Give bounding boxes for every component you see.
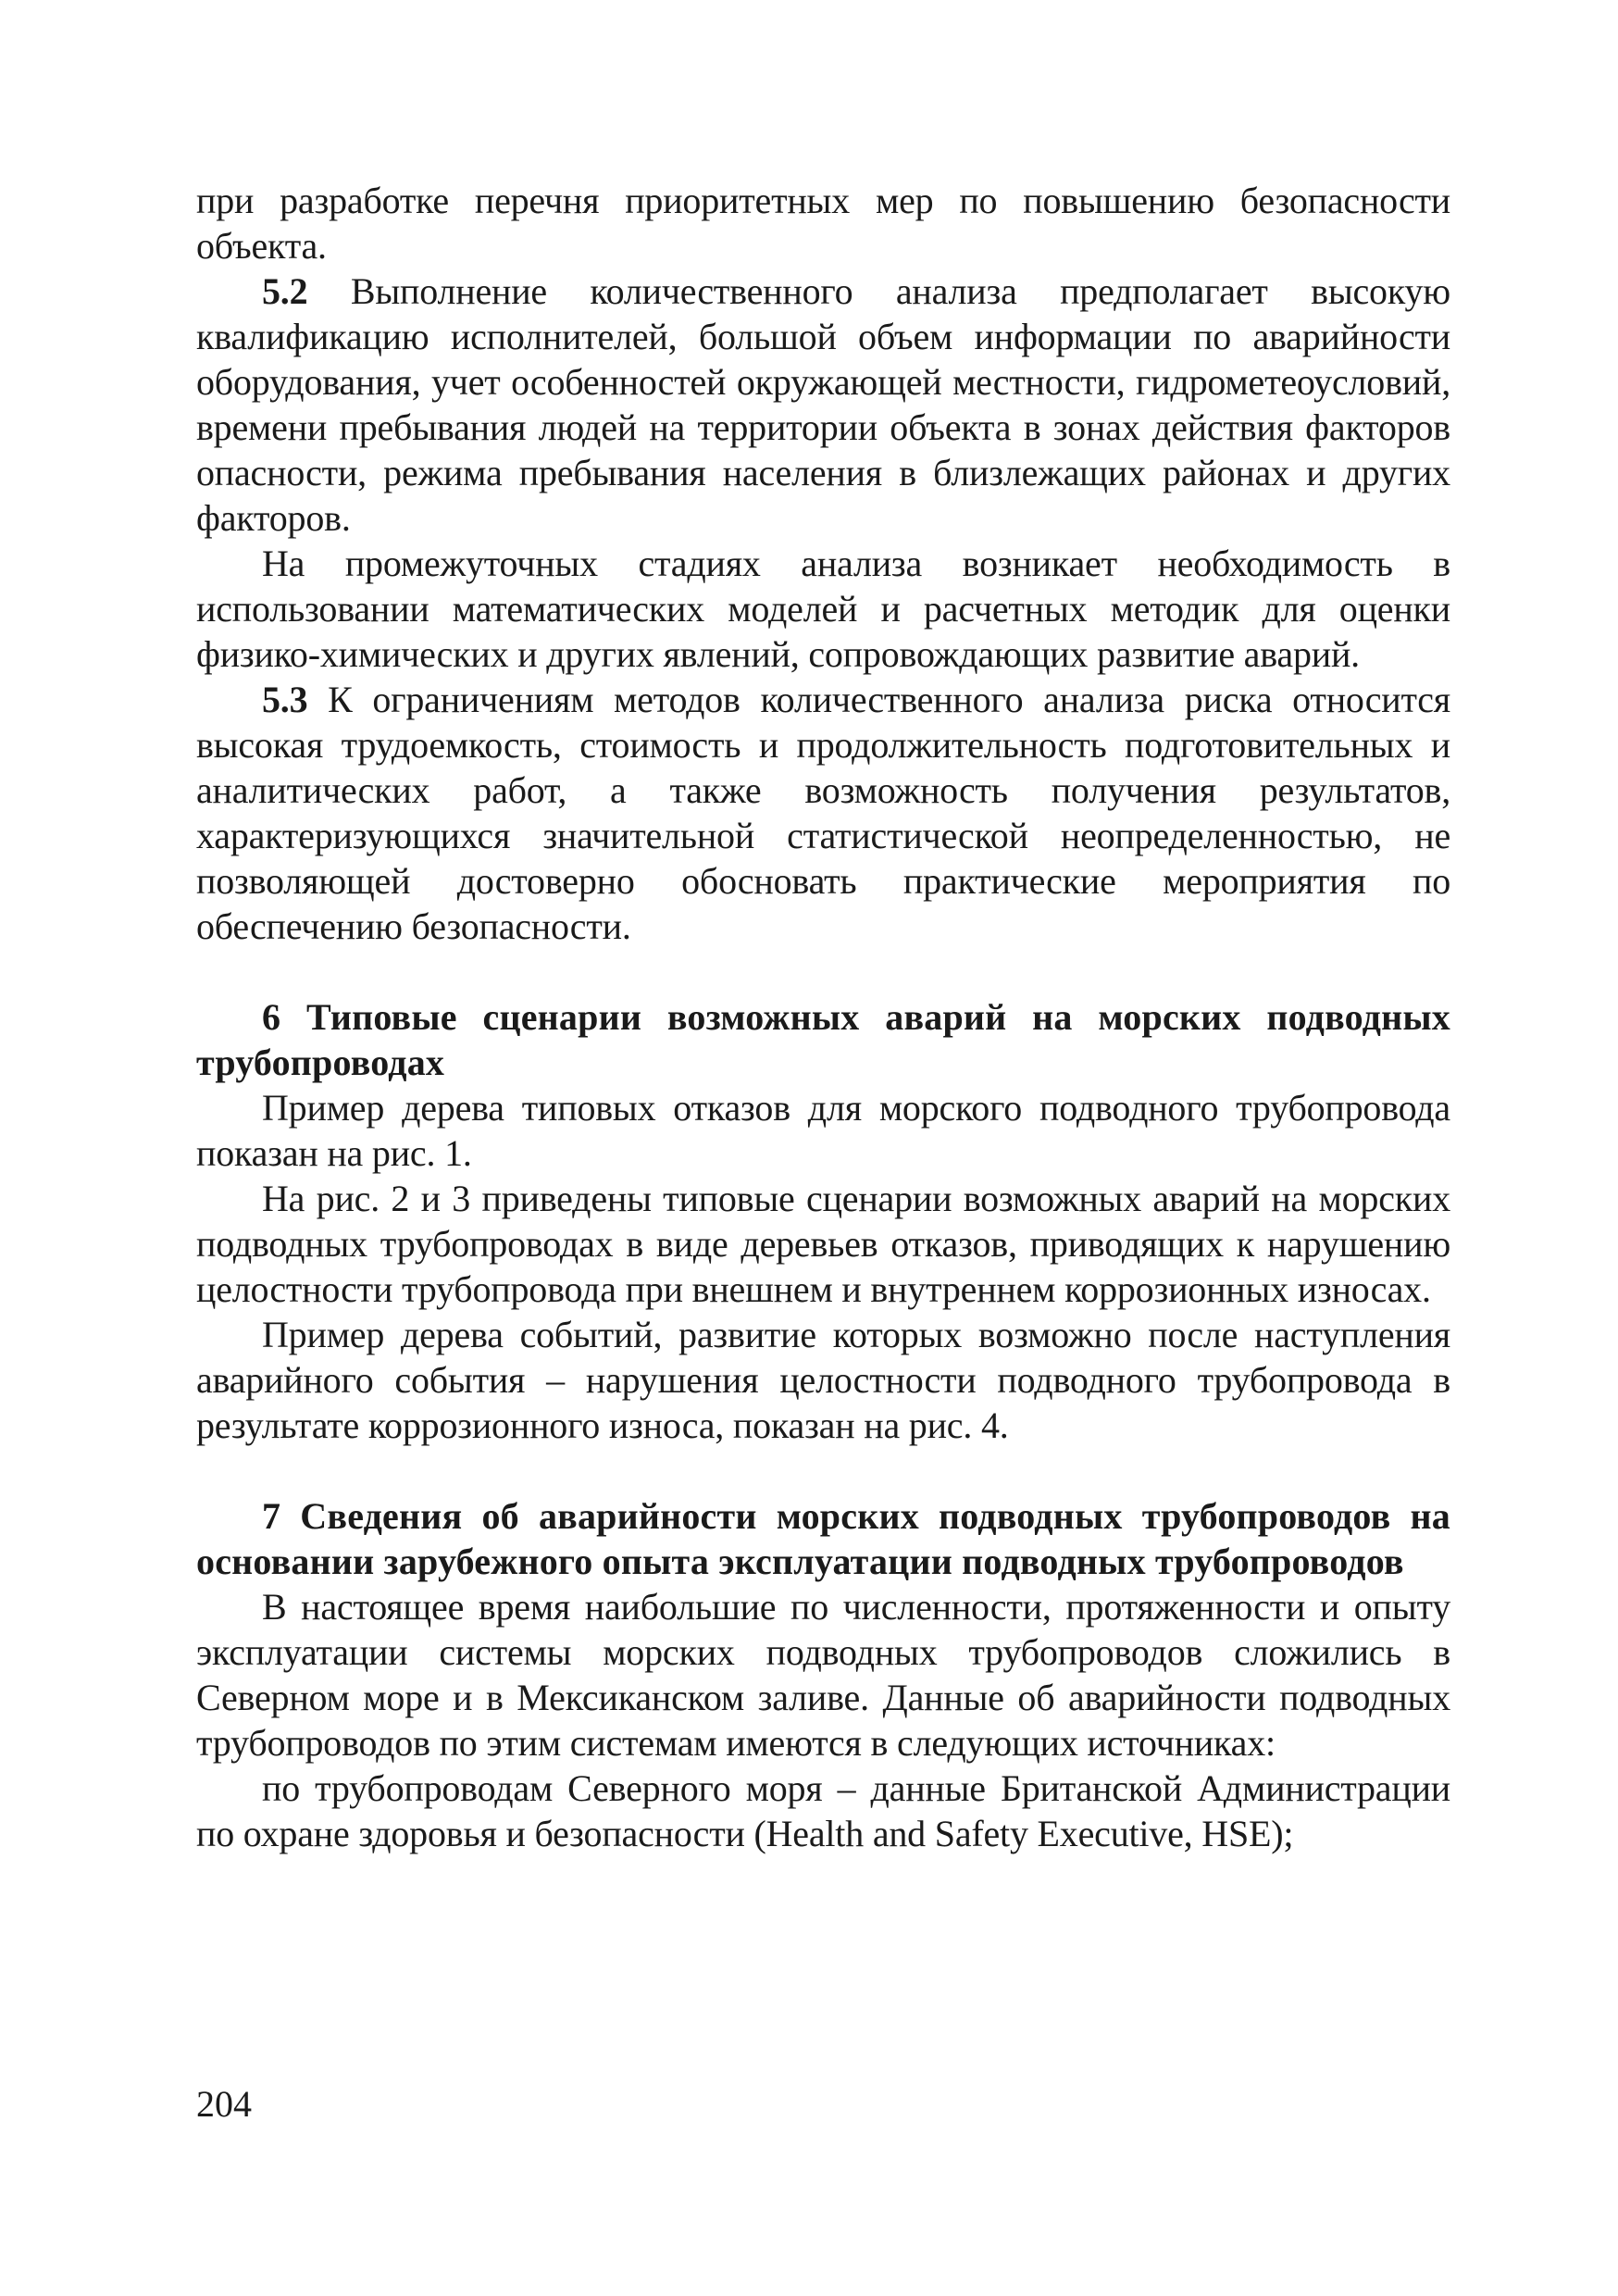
paragraph-text: На промежуточных стадиях анализа возникает необходимость в использовании математических моделей и расчетных методик для оценки физико-химических и других явлений, сопровождающих развитие аварий. [196, 543, 1450, 675]
section-6-heading: 6 Типовые сценарии возможных аварий на морских подводных трубопроводах [196, 996, 1450, 1083]
clause-number: 5.2 [262, 270, 308, 312]
paragraph-text: при разработке перечня приоритетных мер по повышению безопасности объекта. [196, 180, 1450, 267]
paragraph-text: Выполнение количественного анализа предполагает высокую квалификацию исполнителей, большой объем информации по аварийности оборудования, учет особенностей окружающей местности, гидрометеоусловий, времени пребывания людей на территории объекта в зонах действия факторов опасности, режима пребывания населения в близлежащих районах и других факторов. [196, 270, 1450, 539]
paragraph-5-3 [196, 677, 1450, 949]
section-7-heading: 7 Сведения об аварийности морских подводных трубопроводов на основании зарубежного опыта эксплуатации подводных трубопроводов [196, 1495, 1450, 1582]
paragraph-intermediate-stages [196, 541, 1450, 677]
section-6-paragraph: Пример дерева событий, развитие которых возможно после наступления аварийного события – нарушения целостности подводного трубопровода в результате коррозионного износа, показан на рис. 4. [196, 1314, 1450, 1446]
clause-number: 5.3 [262, 679, 308, 720]
paragraph-continuation [196, 178, 1450, 268]
section-6-paragraph: На рис. 2 и 3 приведены типовые сценарии возможных аварий на морских подводных трубопроводах в виде деревьев отказов, приводящих к нарушению целостности трубопровода при внешнем и внутреннем коррозионных износах. [196, 1178, 1450, 1310]
section-gap [196, 1448, 1450, 1493]
section-7-paragraph: по трубопроводам Северного моря – данные Британской Администрации по охране здоровья и безопасности (Health and Safety Executive, HSE); [196, 1767, 1450, 1854]
paragraph-text: К ограничениям методов количественного анализа риска относится высокая трудоемкость, стоимость и продолжительность подготовительных и аналитических работ, а также возможность получения результатов, характеризующихся значительной статистической неопределенностью, не позволяющей достоверно обосновать практические мероприятия по обеспечению безопасности. [196, 679, 1450, 947]
page-number: 204 [196, 2083, 252, 2125]
paragraph-5-2 [196, 268, 1450, 541]
section-6-paragraph: Пример дерева типовых отказов для морского подводного трубопровода показан на рис. 1. [196, 1087, 1450, 1174]
section-gap [196, 949, 1450, 994]
page-body [196, 178, 1450, 1856]
section-7-paragraph: В настоящее время наибольшие по численности, протяженности и опыту эксплуатации системы морских подводных трубопроводов сложились в Северном море и в Мексиканском заливе. Данные об аварийности подводных трубопроводов по этим системам имеются в следующих источниках: [196, 1586, 1450, 1764]
